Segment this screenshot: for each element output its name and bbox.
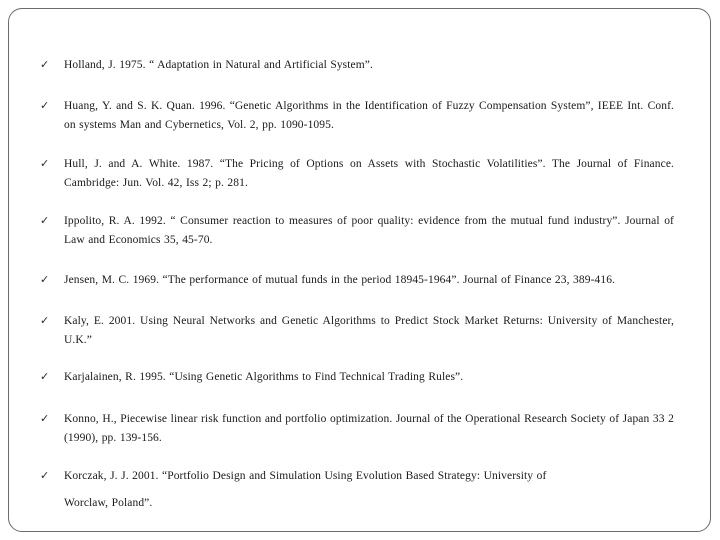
reference-item-korczak — [40, 467, 674, 513]
reference-item-jensen — [40, 271, 674, 290]
checkmark-icon: ✓ — [40, 315, 50, 327]
reference-text: Konno, H., Piecewise linear risk function and portfolio optimization. Journal of the Operational Research Society of Japan 33 2 (1990), pp. 139-156. — [64, 413, 674, 444]
reference-text: Holland, J. 1975. “ Adaptation in Natural and Artificial System”. — [64, 59, 373, 71]
checkmark-icon: ✓ — [40, 100, 50, 112]
checkmark-icon: ✓ — [40, 274, 50, 286]
checkmark-icon: ✓ — [40, 371, 50, 383]
checkmark-icon: ✓ — [40, 470, 50, 482]
reference-line: Korczak, J. J. 2001. “Portfolio Design and Simulation Using Evolution Based Strategy: University of — [64, 470, 547, 482]
reference-item-ippolito — [40, 212, 674, 250]
reference-item-huang — [40, 97, 674, 135]
reference-text: Huang, Y. and S. K. Quan. 1996. “Genetic Algorithms in the Identification of Fuzzy Compensation System”, IEEE Int. Conf. on systems Man and Cybernetics, Vol. 2, pp. 1090-1095. — [64, 100, 674, 131]
reference-text: Hull, J. and A. White. 1987. “The Pricing of Options on Assets with Stochastic Volatilities”. The Journal of Finance. Cambridge: Jun. Vol. 42, Iss 2; p. 281. — [64, 158, 674, 189]
reference-item-kaly — [40, 312, 674, 350]
reference-item-karjalainen — [40, 368, 674, 387]
reference-item-konno — [40, 410, 674, 448]
checkmark-icon: ✓ — [40, 215, 50, 227]
checkmark-icon: ✓ — [40, 413, 50, 425]
reference-text: Kaly, E. 2001. Using Neural Networks and Genetic Algorithms to Predict Stock Market Returns: University of Manchester, U.K.” — [64, 315, 674, 346]
checkmark-icon: ✓ — [40, 158, 50, 170]
reference-text: Karjalainen, R. 1995. “Using Genetic Algorithms to Find Technical Trading Rules”. — [64, 371, 464, 383]
reference-text — [64, 467, 674, 513]
reference-text: Ippolito, R. A. 1992. “ Consumer reaction to measures of poor quality: evidence from the mutual fund industry”. Journal of Law and Economics 35, 45-70. — [64, 215, 674, 246]
reference-text: Jensen, M. C. 1969. “The performance of mutual funds in the period 18945-1964”. Journal of Finance 23, 389-416. — [64, 274, 616, 286]
reference-line: Worclaw, Poland”. — [64, 497, 153, 509]
reference-item-hull — [40, 155, 674, 193]
checkmark-icon: ✓ — [40, 59, 50, 71]
reference-item-holland — [40, 56, 674, 75]
